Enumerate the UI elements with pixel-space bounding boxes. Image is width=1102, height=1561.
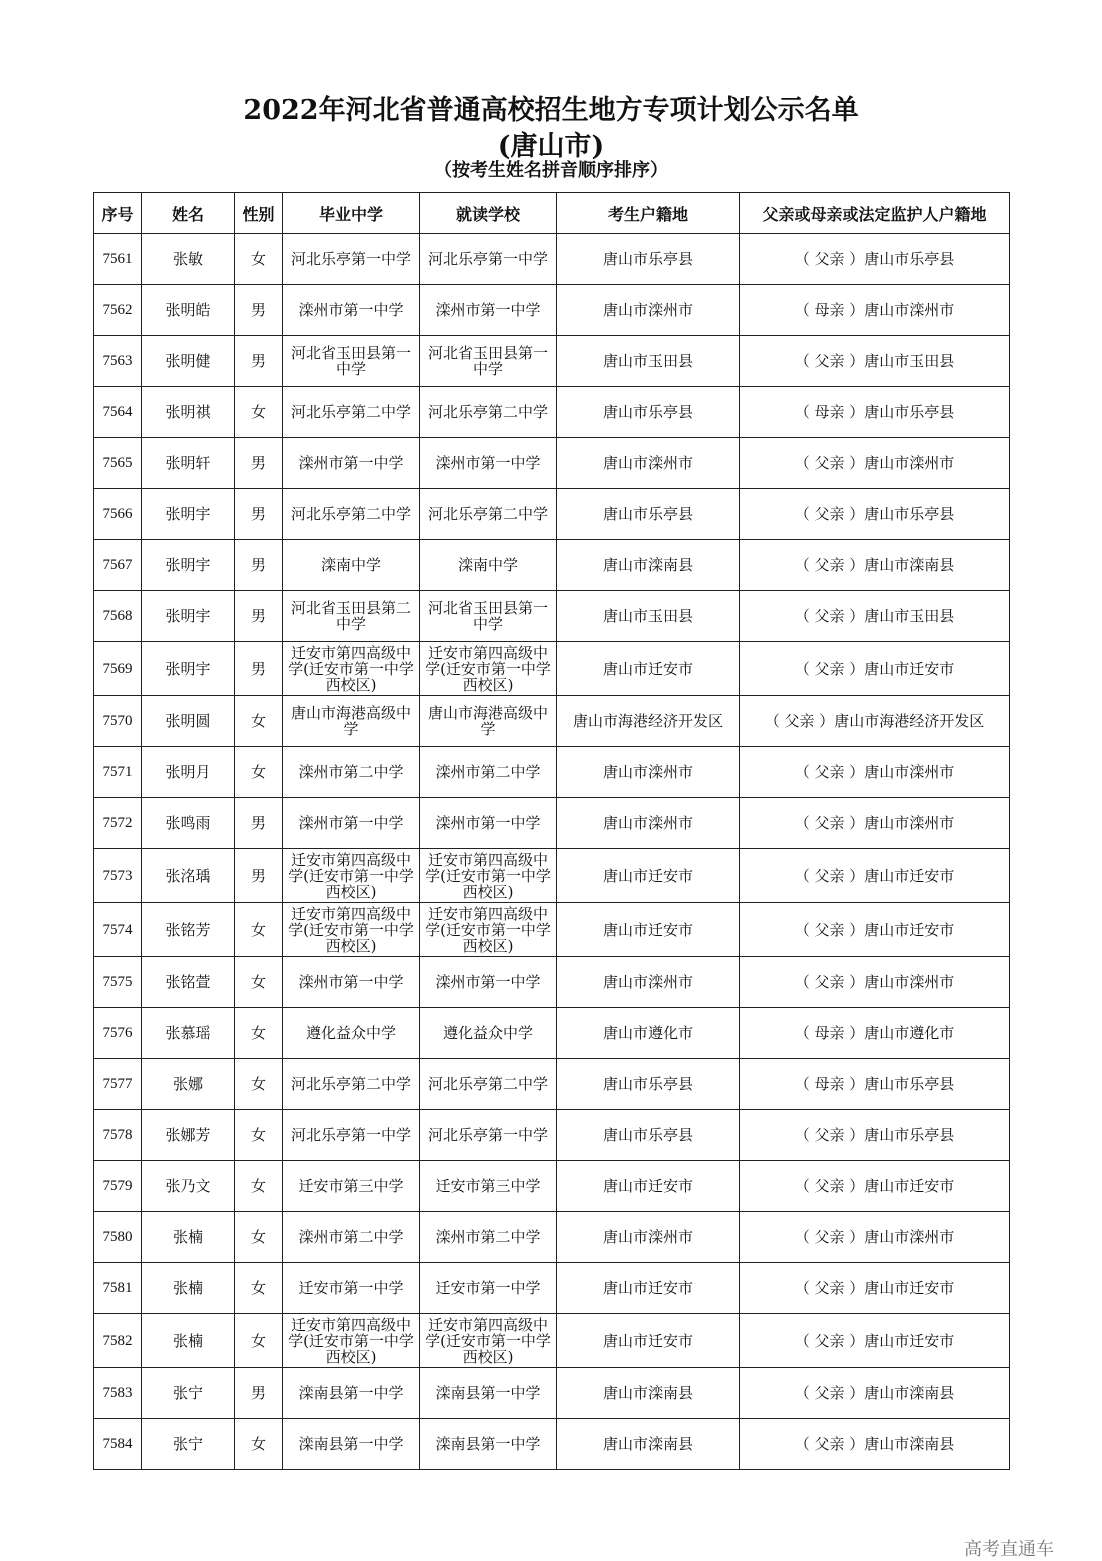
cell-grad-school: 滦州市第二中学 — [283, 1212, 420, 1263]
cell-grad-school: 滦州市第一中学 — [283, 798, 420, 849]
cell-grad-school: 遵化益众中学 — [283, 1008, 420, 1059]
table-row — [94, 849, 1010, 903]
cell-household: 唐山市乐亭县 — [557, 1110, 740, 1161]
cell-gender: 女 — [235, 1314, 283, 1368]
cell-guardian-household: （ 父亲 ）唐山市迁安市 — [740, 849, 1010, 903]
cell-seq: 7566 — [94, 489, 142, 540]
cell-study-school: 河北乐亭第二中学 — [420, 387, 557, 438]
table-row — [94, 642, 1010, 696]
cell-name: 张明月 — [142, 747, 235, 798]
cell-name: 张明宇 — [142, 540, 235, 591]
cell-name: 张敏 — [142, 234, 235, 285]
cell-household: 唐山市滦州市 — [557, 747, 740, 798]
cell-seq: 7570 — [94, 696, 142, 747]
cell-study-school: 遵化益众中学 — [420, 1008, 557, 1059]
cell-guardian-household: （ 父亲 ）唐山市滦州市 — [740, 798, 1010, 849]
cell-seq: 7581 — [94, 1263, 142, 1314]
table-row — [94, 903, 1010, 957]
cell-household: 唐山市迁安市 — [557, 903, 740, 957]
cell-grad-school: 河北省玉田县第一中学 — [283, 336, 420, 387]
cell-grad-school: 迁安市第四高级中学(迁安市第一中学西校区) — [283, 642, 420, 696]
cell-gender: 男 — [235, 438, 283, 489]
cell-study-school: 河北省玉田县第一中学 — [420, 336, 557, 387]
table-row — [94, 234, 1010, 285]
cell-guardian-household: （ 父亲 ）唐山市滦南县 — [740, 1368, 1010, 1419]
cell-name: 张楠 — [142, 1212, 235, 1263]
cell-household: 唐山市迁安市 — [557, 1161, 740, 1212]
cell-name: 张娜 — [142, 1059, 235, 1110]
cell-grad-school: 迁安市第四高级中学(迁安市第一中学西校区) — [283, 1314, 420, 1368]
cell-grad-school: 迁安市第三中学 — [283, 1161, 420, 1212]
cell-household: 唐山市玉田县 — [557, 591, 740, 642]
table-row — [94, 489, 1010, 540]
table-row — [94, 1008, 1010, 1059]
cell-grad-school: 迁安市第一中学 — [283, 1263, 420, 1314]
cell-grad-school: 河北乐亭第二中学 — [283, 387, 420, 438]
table-row — [94, 1212, 1010, 1263]
document-title: 2022年河北省普通高校招生地方专项计划公示名单 — [243, 95, 859, 126]
cell-study-school: 河北乐亭第二中学 — [420, 489, 557, 540]
cell-gender: 男 — [235, 285, 283, 336]
cell-household: 唐山市乐亭县 — [557, 489, 740, 540]
cell-household: 唐山市滦南县 — [557, 540, 740, 591]
col-header-guardian-household: 父亲或母亲或法定监护人户籍地 — [740, 193, 1010, 234]
cell-name: 张明皓 — [142, 285, 235, 336]
cell-gender: 女 — [235, 1212, 283, 1263]
col-header-seq: 序号 — [94, 193, 142, 234]
cell-guardian-household: （ 父亲 ）唐山市迁安市 — [740, 1314, 1010, 1368]
cell-guardian-household: （ 父亲 ）唐山市滦南县 — [740, 1419, 1010, 1470]
cell-study-school: 滦州市第二中学 — [420, 747, 557, 798]
table-row — [94, 957, 1010, 1008]
roster-body — [94, 234, 1010, 1470]
cell-guardian-household: （ 父亲 ）唐山市迁安市 — [740, 1161, 1010, 1212]
cell-study-school: 滦州市第一中学 — [420, 957, 557, 1008]
cell-seq: 7574 — [94, 903, 142, 957]
cell-household: 唐山市滦南县 — [557, 1368, 740, 1419]
cell-study-school: 唐山市海港高级中学 — [420, 696, 557, 747]
cell-gender: 男 — [235, 540, 283, 591]
cell-name: 张明祺 — [142, 387, 235, 438]
cell-name: 张明宇 — [142, 642, 235, 696]
cell-household: 唐山市迁安市 — [557, 849, 740, 903]
cell-seq: 7584 — [94, 1419, 142, 1470]
table-row — [94, 438, 1010, 489]
cell-grad-school: 滦南中学 — [283, 540, 420, 591]
cell-study-school: 滦州市第二中学 — [420, 1212, 557, 1263]
cell-gender: 女 — [235, 1059, 283, 1110]
cell-grad-school: 滦州市第一中学 — [283, 438, 420, 489]
cell-guardian-household: （ 父亲 ）唐山市玉田县 — [740, 336, 1010, 387]
cell-study-school: 迁安市第四高级中学(迁安市第一中学西校区) — [420, 903, 557, 957]
cell-gender: 女 — [235, 234, 283, 285]
cell-name: 张明宇 — [142, 489, 235, 540]
col-header-name: 姓名 — [142, 193, 235, 234]
cell-seq: 7567 — [94, 540, 142, 591]
cell-household: 唐山市滦州市 — [557, 798, 740, 849]
cell-gender: 女 — [235, 696, 283, 747]
cell-guardian-household: （ 母亲 ）唐山市乐亭县 — [740, 387, 1010, 438]
cell-gender: 女 — [235, 747, 283, 798]
table-row — [94, 540, 1010, 591]
cell-name: 张宁 — [142, 1368, 235, 1419]
table-row — [94, 1110, 1010, 1161]
cell-grad-school: 河北省玉田县第二中学 — [283, 591, 420, 642]
cell-name: 张洺瑀 — [142, 849, 235, 903]
cell-seq: 7562 — [94, 285, 142, 336]
cell-seq: 7569 — [94, 642, 142, 696]
cell-gender: 女 — [235, 1263, 283, 1314]
header-row — [94, 193, 1010, 234]
cell-household: 唐山市乐亭县 — [557, 387, 740, 438]
cell-gender: 男 — [235, 798, 283, 849]
cell-household: 唐山市滦州市 — [557, 438, 740, 489]
cell-seq: 7577 — [94, 1059, 142, 1110]
cell-gender: 男 — [235, 849, 283, 903]
cell-grad-school: 河北乐亭第一中学 — [283, 1110, 420, 1161]
cell-seq: 7583 — [94, 1368, 142, 1419]
cell-gender: 男 — [235, 1368, 283, 1419]
cell-guardian-household: （ 父亲 ）唐山市海港经济开发区 — [740, 696, 1010, 747]
cell-gender: 女 — [235, 903, 283, 957]
cell-seq: 7572 — [94, 798, 142, 849]
table-row — [94, 1263, 1010, 1314]
cell-name: 张明宇 — [142, 591, 235, 642]
cell-gender: 女 — [235, 1161, 283, 1212]
cell-household: 唐山市玉田县 — [557, 336, 740, 387]
col-header-study-school: 就读学校 — [420, 193, 557, 234]
cell-household: 唐山市乐亭县 — [557, 234, 740, 285]
cell-guardian-household: （ 父亲 ）唐山市滦南县 — [740, 540, 1010, 591]
cell-gender: 男 — [235, 591, 283, 642]
cell-household: 唐山市遵化市 — [557, 1008, 740, 1059]
table-row — [94, 1314, 1010, 1368]
table-row — [94, 1059, 1010, 1110]
cell-name: 张铭萱 — [142, 957, 235, 1008]
cell-name: 张宁 — [142, 1419, 235, 1470]
cell-household: 唐山市海港经济开发区 — [557, 696, 740, 747]
cell-study-school: 迁安市第四高级中学(迁安市第一中学西校区) — [420, 849, 557, 903]
cell-name: 张慕瑶 — [142, 1008, 235, 1059]
cell-guardian-household: （ 父亲 ）唐山市滦州市 — [740, 438, 1010, 489]
cell-guardian-household: （ 父亲 ）唐山市乐亭县 — [740, 234, 1010, 285]
col-header-household: 考生户籍地 — [557, 193, 740, 234]
cell-household: 唐山市迁安市 — [557, 1263, 740, 1314]
table-row — [94, 747, 1010, 798]
cell-guardian-household: （ 父亲 ）唐山市滦州市 — [740, 1212, 1010, 1263]
cell-study-school: 迁安市第四高级中学(迁安市第一中学西校区) — [420, 642, 557, 696]
roster-table — [93, 192, 1010, 1470]
cell-household: 唐山市迁安市 — [557, 642, 740, 696]
cell-guardian-household: （ 母亲 ）唐山市滦州市 — [740, 285, 1010, 336]
cell-seq: 7564 — [94, 387, 142, 438]
table-row — [94, 336, 1010, 387]
table-row — [94, 285, 1010, 336]
cell-grad-school: 唐山市海港高级中学 — [283, 696, 420, 747]
col-header-gender: 性别 — [235, 193, 283, 234]
cell-seq: 7563 — [94, 336, 142, 387]
cell-grad-school: 河北乐亭第一中学 — [283, 234, 420, 285]
cell-study-school: 迁安市第四高级中学(迁安市第一中学西校区) — [420, 1314, 557, 1368]
cell-study-school: 河北乐亭第二中学 — [420, 1059, 557, 1110]
cell-grad-school: 滦南县第一中学 — [283, 1368, 420, 1419]
cell-seq: 7580 — [94, 1212, 142, 1263]
cell-guardian-household: （ 父亲 ）唐山市乐亭县 — [740, 1110, 1010, 1161]
cell-household: 唐山市滦州市 — [557, 285, 740, 336]
cell-gender: 男 — [235, 642, 283, 696]
watermark: 高考直通车 — [964, 1539, 1054, 1560]
cell-household: 唐山市滦州市 — [557, 1212, 740, 1263]
cell-name: 张明轩 — [142, 438, 235, 489]
cell-seq: 7565 — [94, 438, 142, 489]
cell-seq: 7571 — [94, 747, 142, 798]
table-row — [94, 696, 1010, 747]
table-row — [94, 387, 1010, 438]
cell-guardian-household: （ 父亲 ）唐山市滦州市 — [740, 957, 1010, 1008]
cell-name: 张楠 — [142, 1314, 235, 1368]
cell-name: 张明健 — [142, 336, 235, 387]
cell-seq: 7573 — [94, 849, 142, 903]
cell-seq: 7568 — [94, 591, 142, 642]
cell-household: 唐山市滦南县 — [557, 1419, 740, 1470]
table-row — [94, 1368, 1010, 1419]
cell-name: 张铭芳 — [142, 903, 235, 957]
cell-gender: 女 — [235, 957, 283, 1008]
cell-name: 张明圆 — [142, 696, 235, 747]
cell-guardian-household: （ 父亲 ）唐山市滦州市 — [740, 747, 1010, 798]
table-row — [94, 798, 1010, 849]
cell-study-school: 滦州市第一中学 — [420, 438, 557, 489]
cell-household: 唐山市滦州市 — [557, 957, 740, 1008]
document-subtitle: (唐山市) — [497, 131, 605, 162]
cell-study-school: 河北省玉田县第一中学 — [420, 591, 557, 642]
cell-guardian-household: （ 父亲 ）唐山市迁安市 — [740, 903, 1010, 957]
cell-study-school: 滦南县第一中学 — [420, 1368, 557, 1419]
cell-name: 张楠 — [142, 1263, 235, 1314]
cell-grad-school: 滦南县第一中学 — [283, 1419, 420, 1470]
cell-grad-school: 迁安市第四高级中学(迁安市第一中学西校区) — [283, 903, 420, 957]
cell-seq: 7579 — [94, 1161, 142, 1212]
cell-study-school: 滦南中学 — [420, 540, 557, 591]
cell-gender: 男 — [235, 336, 283, 387]
cell-seq: 7576 — [94, 1008, 142, 1059]
cell-gender: 女 — [235, 1008, 283, 1059]
cell-grad-school: 河北乐亭第二中学 — [283, 489, 420, 540]
cell-gender: 女 — [235, 1110, 283, 1161]
cell-seq: 7578 — [94, 1110, 142, 1161]
cell-seq: 7575 — [94, 957, 142, 1008]
cell-guardian-household: （ 母亲 ）唐山市乐亭县 — [740, 1059, 1010, 1110]
cell-name: 张乃文 — [142, 1161, 235, 1212]
cell-guardian-household: （ 父亲 ）唐山市玉田县 — [740, 591, 1010, 642]
cell-household: 唐山市迁安市 — [557, 1314, 740, 1368]
cell-study-school: 河北乐亭第一中学 — [420, 1110, 557, 1161]
cell-grad-school: 河北乐亭第二中学 — [283, 1059, 420, 1110]
cell-name: 张娜芳 — [142, 1110, 235, 1161]
cell-guardian-household: （ 父亲 ）唐山市迁安市 — [740, 1263, 1010, 1314]
cell-grad-school: 滦州市第一中学 — [283, 957, 420, 1008]
cell-gender: 女 — [235, 387, 283, 438]
cell-study-school: 迁安市第三中学 — [420, 1161, 557, 1212]
table-row — [94, 591, 1010, 642]
cell-seq: 7561 — [94, 234, 142, 285]
cell-guardian-household: （ 父亲 ）唐山市乐亭县 — [740, 489, 1010, 540]
cell-seq: 7582 — [94, 1314, 142, 1368]
cell-study-school: 迁安市第一中学 — [420, 1263, 557, 1314]
cell-name: 张鸣雨 — [142, 798, 235, 849]
cell-guardian-household: （ 母亲 ）唐山市遵化市 — [740, 1008, 1010, 1059]
cell-study-school: 滦南县第一中学 — [420, 1419, 557, 1470]
table-row — [94, 1419, 1010, 1470]
cell-guardian-household: （ 父亲 ）唐山市迁安市 — [740, 642, 1010, 696]
sort-note: （按考生姓名拼音顺序排序） — [434, 160, 668, 181]
cell-gender: 男 — [235, 489, 283, 540]
cell-gender: 女 — [235, 1419, 283, 1470]
table-row — [94, 1161, 1010, 1212]
cell-household: 唐山市乐亭县 — [557, 1059, 740, 1110]
cell-study-school: 滦州市第一中学 — [420, 798, 557, 849]
cell-grad-school: 滦州市第二中学 — [283, 747, 420, 798]
cell-grad-school: 滦州市第一中学 — [283, 285, 420, 336]
cell-study-school: 河北乐亭第一中学 — [420, 234, 557, 285]
cell-study-school: 滦州市第一中学 — [420, 285, 557, 336]
cell-grad-school: 迁安市第四高级中学(迁安市第一中学西校区) — [283, 849, 420, 903]
col-header-grad-school: 毕业中学 — [283, 193, 420, 234]
